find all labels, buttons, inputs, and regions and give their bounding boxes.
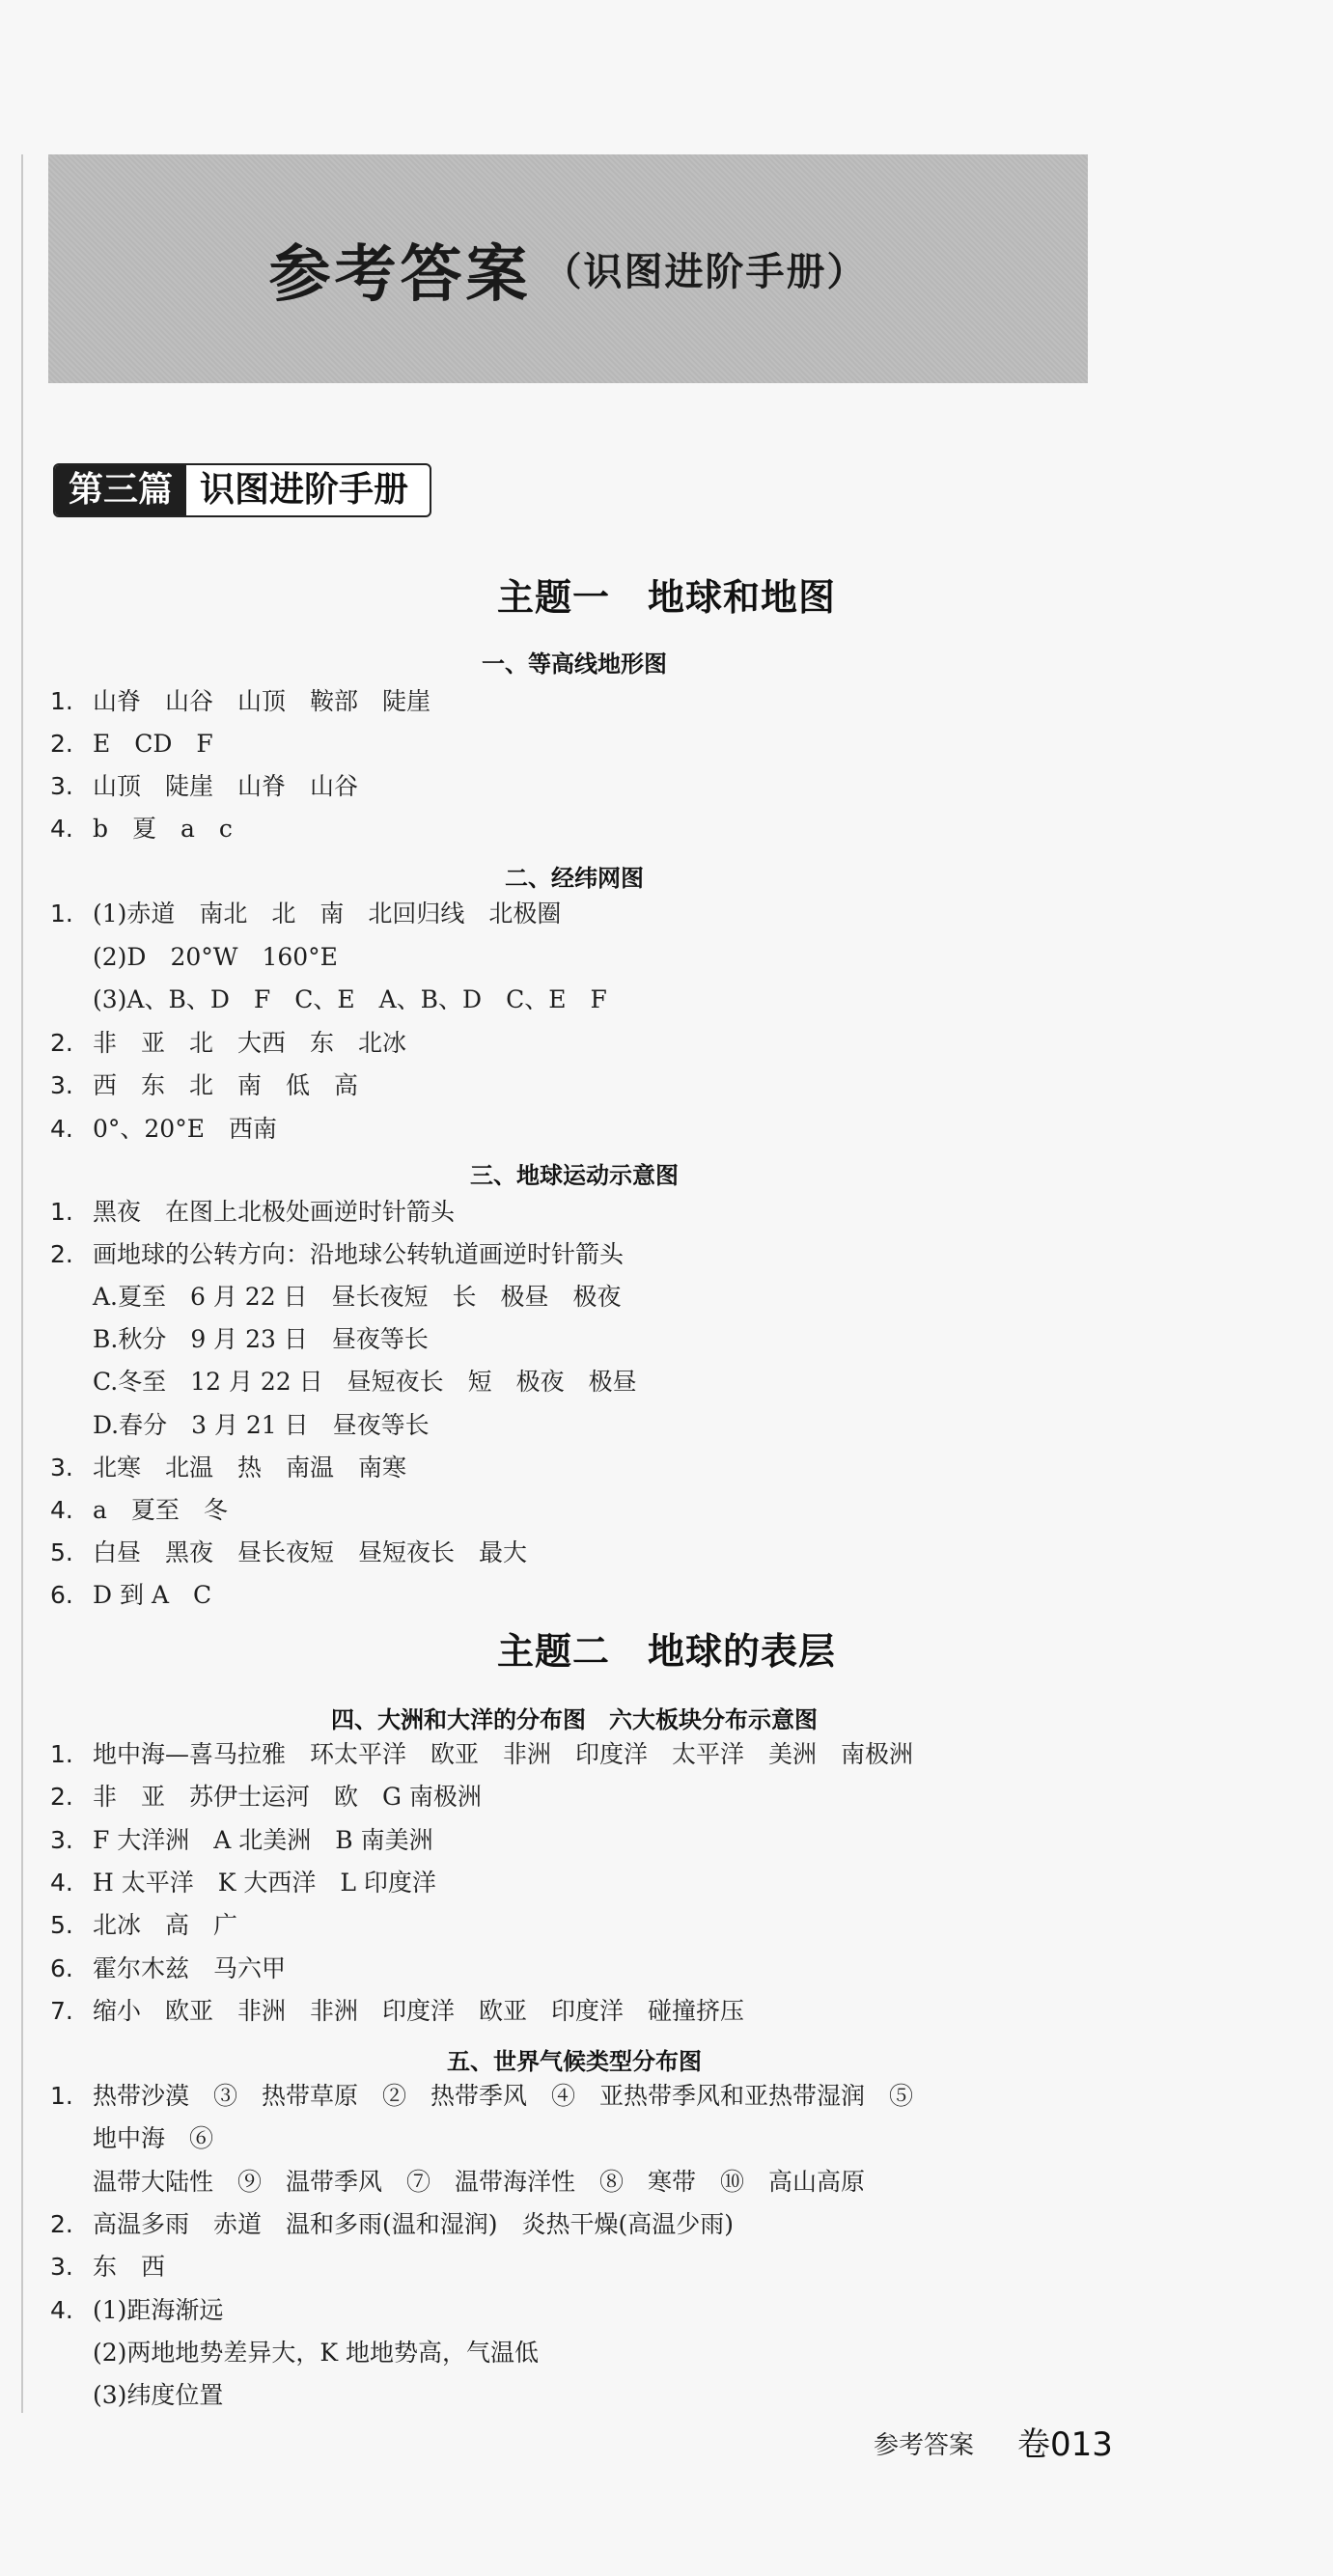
- answer-text: (1)赤道 南北 北 南 北回归线 北极圈: [93, 900, 562, 928]
- answer-line: [50, 2166, 865, 2199]
- question-number: 4.: [50, 2295, 73, 2324]
- answer-text: 热带沙漠 ③ 热带草原 ② 热带季风 ④ 亚热带季风和亚热带湿润 ⑤: [93, 2082, 914, 2110]
- answer-line: [50, 1909, 237, 1942]
- answer-text: 画地球的公转方向：沿地球公转轨道画逆时针箭头: [93, 1240, 625, 1269]
- question-number: 6.: [50, 1580, 73, 1609]
- answer-line: [50, 1366, 637, 1399]
- answer-line: [50, 1494, 228, 1527]
- answer-text: 霍尔木兹 马六甲: [93, 1953, 287, 1982]
- answer-text: (3)纬度位置: [93, 2381, 224, 2410]
- answer-text: 地中海 ⑥: [93, 2124, 214, 2153]
- answer-line: [50, 1824, 433, 1857]
- question-number: 4.: [50, 1495, 73, 1524]
- answer-line: [50, 1867, 436, 1899]
- answer-text: 黑夜 在图上北极处画逆时针箭头: [93, 1198, 456, 1226]
- question-number: 3.: [50, 1825, 73, 1854]
- answer-text: 非 亚 北 大西 东 北冰: [93, 1028, 407, 1057]
- question-number: 1.: [50, 1198, 73, 1226]
- answer-line: [50, 1069, 358, 1102]
- answer-line: [50, 813, 233, 845]
- question-number: 5.: [50, 1537, 73, 1566]
- answer-line: [50, 1323, 429, 1356]
- answer-line: [50, 1238, 624, 1271]
- answer-text: A.夏至 6 月 22 日 昼长夜短 长 极昼 极夜: [93, 1283, 622, 1312]
- answer-line: [50, 2251, 165, 2284]
- answer-line: [50, 1027, 406, 1060]
- question-number: 1.: [50, 687, 73, 715]
- answer-line: [50, 1781, 482, 1814]
- answer-line: [50, 1196, 455, 1229]
- answer-text: (2)两地地势差异大，K 地地势高，气温低: [93, 2338, 540, 2367]
- answer-text: 北寒 北温 热 南温 南寒: [93, 1453, 407, 1482]
- answer-text: (2)D 20°W 160°E: [93, 942, 338, 971]
- question-number: 7.: [50, 1996, 73, 2025]
- answer-line: [50, 1537, 527, 1569]
- answer-text: 西 东 北 南 低 高: [93, 1071, 359, 1099]
- answer-line: [50, 941, 338, 974]
- answer-text: b 夏 a c: [93, 815, 233, 843]
- footer-label: 参考答案: [874, 2431, 975, 2460]
- answer-line: [50, 685, 430, 718]
- answer-line: [50, 1409, 430, 1442]
- question-number: 3.: [50, 2253, 73, 2282]
- question-number: 2.: [50, 2209, 73, 2238]
- answer-text: B.秋分 9 月 23 日 昼夜等长: [93, 1325, 429, 1354]
- answer-line: [50, 1579, 211, 1612]
- answer-line: [50, 2337, 539, 2369]
- page-number: 卷013: [1017, 2425, 1113, 2464]
- answer-text: C.冬至 12 月 22 日 昼短夜长 短 极夜 极昼: [93, 1368, 637, 1397]
- question-number: 3.: [50, 772, 73, 800]
- answer-text: 0°、20°E 西南: [93, 1114, 277, 1143]
- section-heading-3: 三、地球运动示意图: [470, 1162, 679, 1189]
- part-name: 识图进阶手册: [200, 470, 409, 510]
- section-heading-2: 二、经纬网图: [505, 865, 644, 892]
- question-number: 1.: [50, 900, 73, 928]
- banner-subtitle: （识图进阶手册）: [542, 250, 868, 294]
- answer-text: 缩小 欧亚 非洲 非洲 印度洋 欧亚 印度洋 碰撞挤压: [93, 1996, 745, 2025]
- answer-line: [50, 1953, 286, 1985]
- section-heading-5: 五、世界气候类型分布图: [447, 2048, 702, 2075]
- question-number: 4.: [50, 1114, 73, 1143]
- question-number: 3.: [50, 1071, 73, 1099]
- answer-line: [50, 2294, 223, 2327]
- question-number: 4.: [50, 815, 73, 843]
- question-number: 3.: [50, 1453, 73, 1482]
- question-number: 2.: [50, 1028, 73, 1057]
- answer-banner: [48, 154, 1088, 383]
- topic-title-1: 主题一 地球和地图: [496, 576, 836, 619]
- answer-line: [50, 728, 213, 761]
- answer-line: [50, 2208, 734, 2241]
- question-number: 5.: [50, 1911, 73, 1940]
- answer-text: 温带大陆性 ⑨ 温带季风 ⑦ 温带海洋性 ⑧ 寒带 ⑩ 高山高原: [93, 2167, 866, 2196]
- answer-text: (1)距海渐远: [93, 2295, 224, 2324]
- answer-line: [50, 2122, 213, 2155]
- answer-text: a 夏至 冬: [93, 1495, 228, 1524]
- answer-line: [50, 1738, 913, 1771]
- answer-text: 北冰 高 广: [93, 1911, 238, 1940]
- answer-line: [50, 2379, 223, 2412]
- answer-text: 山顶 陡崖 山脊 山谷: [93, 772, 359, 800]
- topic-title-2: 主题二 地球的表层: [496, 1630, 836, 1673]
- answer-line: [50, 898, 561, 930]
- answer-text: D.春分 3 月 21 日 昼夜等长: [93, 1410, 430, 1439]
- answer-text: 高温多雨 赤道 温和多雨(温和湿润) 炎热干燥(高温少雨): [93, 2209, 735, 2238]
- answer-line: [50, 1995, 744, 2028]
- question-number: 6.: [50, 1953, 73, 1982]
- answer-line: [50, 983, 607, 1016]
- banner-title: 参考答案: [268, 238, 532, 311]
- answer-text: H 太平洋 K 大西洋 L 印度洋: [93, 1868, 436, 1897]
- answer-text: 山脊 山谷 山顶 鞍部 陡崖: [93, 687, 431, 715]
- question-number: 1.: [50, 2082, 73, 2110]
- answer-text: E CD F: [93, 730, 213, 758]
- answer-text: 白昼 黑夜 昼长夜短 昼短夜长 最大: [93, 1537, 528, 1566]
- answer-text: 东 西: [93, 2253, 166, 2282]
- answer-line: [50, 1452, 406, 1484]
- answer-text: 地中海—喜马拉雅 环太平洋 欧亚 非洲 印度洋 太平洋 美洲 南极洲: [93, 1740, 914, 1768]
- section-heading-1: 一、等高线地形图: [482, 651, 667, 678]
- section-heading-4: 四、大洲和大洋的分布图 六大板块分布示意图: [331, 1706, 818, 1733]
- answer-text: 非 亚 苏伊士运河 欧 G 南极洲: [93, 1783, 482, 1812]
- answer-text: (3)A、B、D F C、E A、B、D C、E F: [93, 985, 607, 1013]
- answer-text: F 大洋洲 A 北美洲 B 南美洲: [93, 1825, 433, 1854]
- answer-line: [50, 1281, 622, 1314]
- part-tag: [53, 463, 431, 517]
- question-number: 1.: [50, 1740, 73, 1768]
- question-number: 4.: [50, 1868, 73, 1897]
- answer-line: [50, 2080, 913, 2113]
- question-number: 2.: [50, 1240, 73, 1269]
- part-label: 第三篇: [55, 465, 186, 515]
- answer-text: D 到 A C: [93, 1580, 212, 1609]
- question-number: 2.: [50, 730, 73, 758]
- answer-line: [50, 1113, 277, 1146]
- answer-line: [50, 770, 358, 803]
- question-number: 2.: [50, 1783, 73, 1812]
